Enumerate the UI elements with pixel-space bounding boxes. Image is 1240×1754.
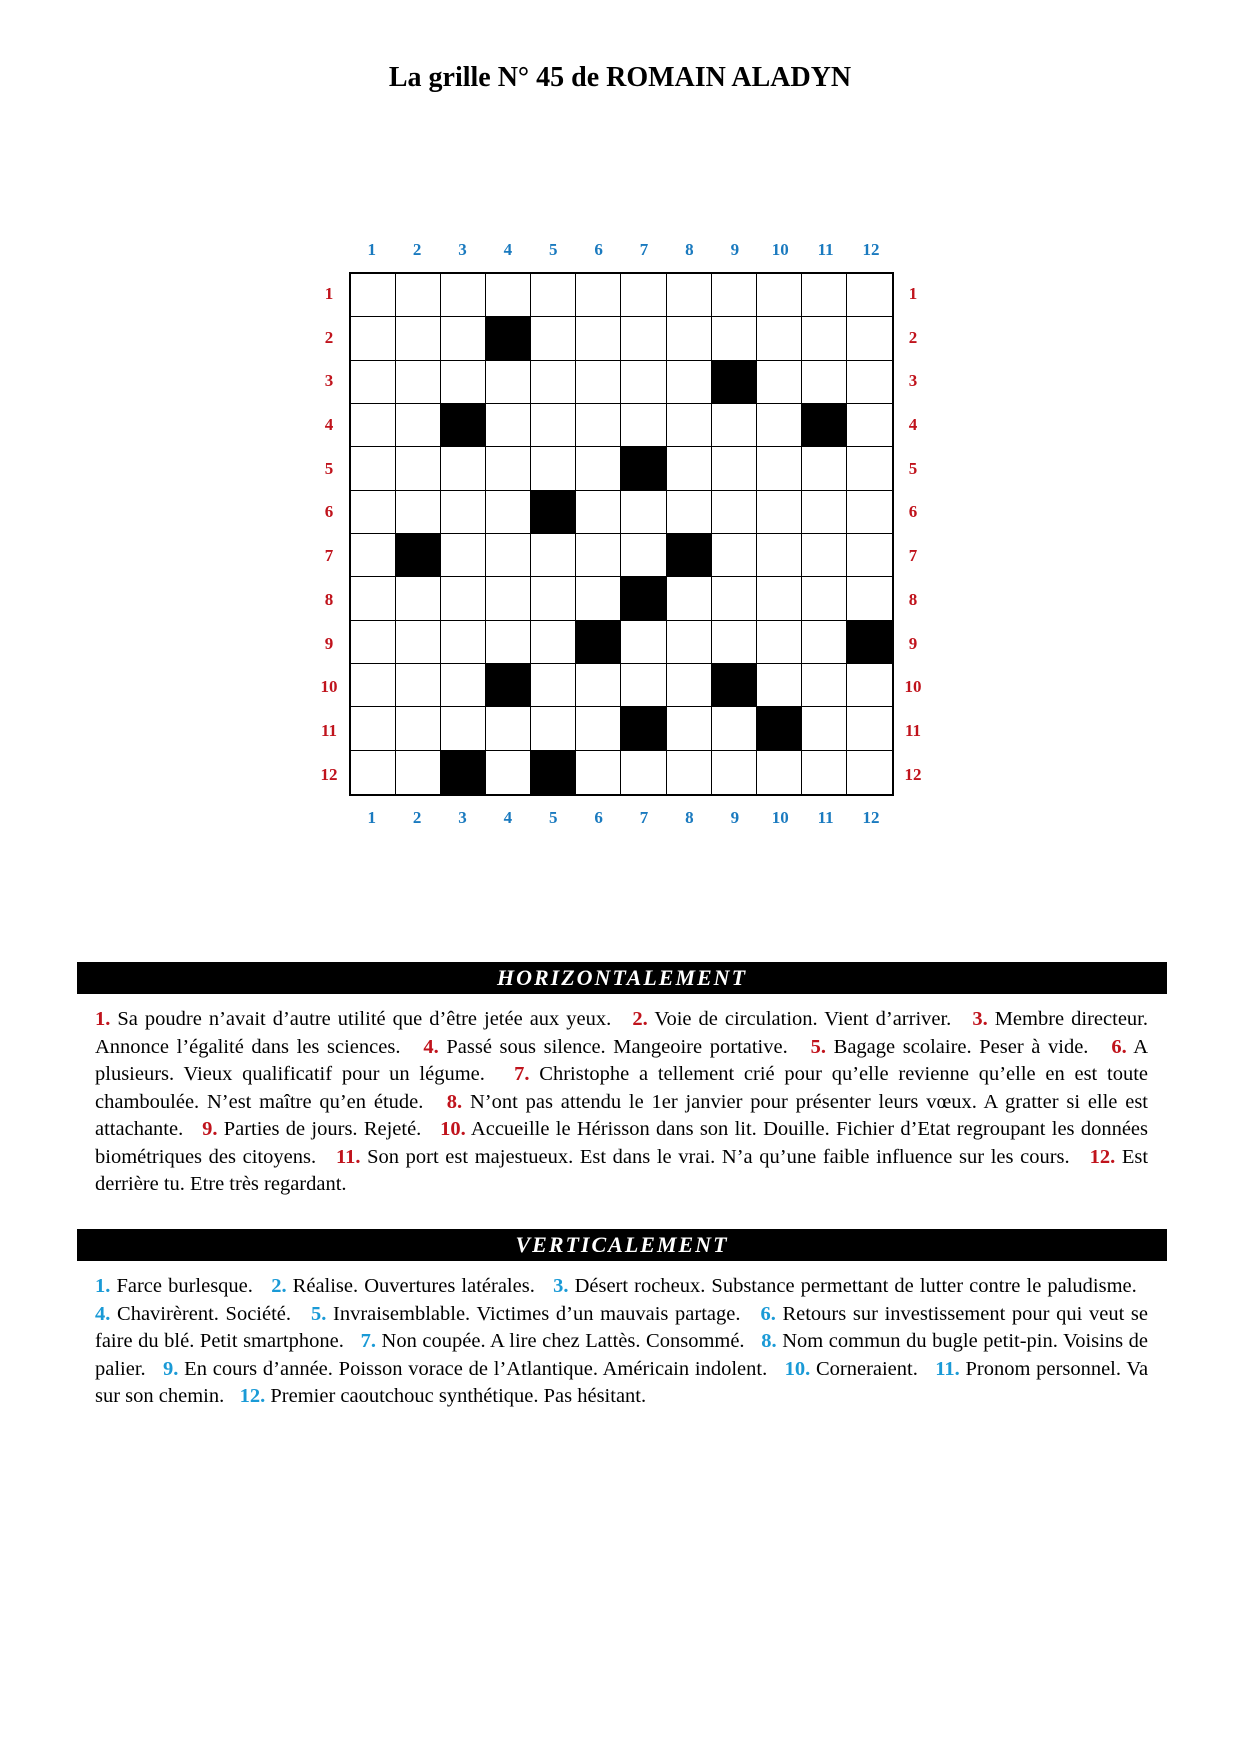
grid-cell[interactable] xyxy=(351,577,396,620)
clue-text: A plusieurs. Vieux qualificatif pour un légume. xyxy=(95,1035,1149,1085)
clue-number: 4. xyxy=(95,1302,111,1325)
clue-number: 5. xyxy=(310,1302,327,1325)
clue-text: Parties de jours. Rejeté. xyxy=(217,1118,422,1140)
clue-number: 12. xyxy=(239,1385,266,1407)
clue-number: 9. xyxy=(202,1118,218,1140)
grid-cell[interactable] xyxy=(802,317,847,360)
grid-cell[interactable] xyxy=(441,577,486,620)
vertical-clue-10 xyxy=(785,1358,918,1380)
grid-cell[interactable] xyxy=(441,664,486,707)
grid-cell[interactable] xyxy=(712,534,757,577)
vertical-clue-1 xyxy=(95,1275,253,1297)
grid-cell[interactable] xyxy=(802,751,847,794)
grid-cell[interactable] xyxy=(712,707,757,750)
vertical-clue-5 xyxy=(311,1303,741,1325)
column-number-12: 12 xyxy=(862,808,880,827)
black-cell xyxy=(712,361,757,404)
grid-cell[interactable] xyxy=(531,447,576,490)
vertical-clues xyxy=(95,1273,1148,1411)
clue-number: 1. xyxy=(95,1008,111,1030)
row-number-6: 6 xyxy=(908,502,918,522)
black-cell xyxy=(396,534,441,577)
clue-text: Désert rocheux. Substance permettant de lutter contre le paludisme. xyxy=(568,1275,1137,1297)
clue-number: 8. xyxy=(446,1090,463,1113)
grid-cell[interactable] xyxy=(396,447,441,490)
clue-text: Sa poudre n’avait d’autre utilité que d’être jetée aux yeux. xyxy=(110,1008,612,1030)
column-number-11: 11 xyxy=(817,808,834,827)
clue-text: Réalise. Ouvertures latérales. xyxy=(286,1275,535,1297)
grid-cell[interactable] xyxy=(757,621,802,664)
grid-cell[interactable] xyxy=(396,577,441,620)
horizontal-clue-5 xyxy=(811,1036,1089,1058)
black-cell xyxy=(621,447,666,490)
row-number-9: 9 xyxy=(908,633,918,653)
horizontal-heading: HORIZONTALEMENT xyxy=(77,962,1167,994)
grid-cell[interactable] xyxy=(757,577,802,620)
clue-text: Son port est majestueux. Est dans le vrai. N’a qu’une faible influence sur les cours. xyxy=(360,1145,1070,1168)
grid-cell[interactable] xyxy=(667,317,712,360)
vertical-heading: VERTICALEMENT xyxy=(77,1229,1167,1261)
grid-cell[interactable] xyxy=(621,751,666,794)
grid-cell[interactable] xyxy=(396,707,441,750)
grid-cell[interactable] xyxy=(712,621,757,664)
column-number-5: 5 xyxy=(549,240,558,259)
row-number-7: 7 xyxy=(908,546,918,566)
horizontal-clues xyxy=(95,1006,1148,1199)
clue-text: Bagage scolaire. Peser à vide. xyxy=(826,1035,1089,1058)
grid-cell[interactable] xyxy=(576,707,621,750)
grid-cell[interactable] xyxy=(486,491,531,534)
grid-cell[interactable] xyxy=(802,664,847,707)
grid-cell[interactable] xyxy=(576,404,621,447)
clue-text: Est derrière tu. Etre très regardant. xyxy=(95,1145,1149,1195)
clue-text: Membre directeur. Annonce l’égalité dans les sciences. xyxy=(95,1008,1148,1058)
grid-cell[interactable] xyxy=(621,534,666,577)
grid-cell[interactable] xyxy=(351,621,396,664)
grid-cell[interactable] xyxy=(621,404,666,447)
grid-cell[interactable] xyxy=(847,361,892,404)
grid-cell[interactable] xyxy=(531,707,576,750)
column-number-3: 3 xyxy=(458,808,467,827)
vertical-clue-3 xyxy=(553,1275,1137,1297)
grid-cell[interactable] xyxy=(396,621,441,664)
grid-cell[interactable] xyxy=(667,274,712,317)
grid-cell[interactable] xyxy=(531,577,576,620)
column-number-9: 9 xyxy=(730,808,740,827)
grid-cell[interactable] xyxy=(712,447,757,490)
black-cell xyxy=(486,317,531,360)
grid-cell[interactable] xyxy=(486,274,531,317)
row-number-5: 5 xyxy=(908,458,918,478)
row-number-1: 1 xyxy=(324,284,334,303)
row-number-2: 2 xyxy=(324,327,334,347)
clue-text: Premier caoutchouc synthétique. Pas hésitant. xyxy=(265,1385,647,1407)
row-number-10: 10 xyxy=(904,677,922,697)
clue-number: 4. xyxy=(423,1035,439,1058)
column-number-5: 5 xyxy=(549,808,558,827)
grid-cell[interactable] xyxy=(802,534,847,577)
black-cell xyxy=(576,621,621,664)
grid-cell[interactable] xyxy=(757,491,802,534)
grid-cell[interactable] xyxy=(531,361,576,404)
column-number-12: 12 xyxy=(862,240,880,259)
clue-number: 8. xyxy=(761,1330,777,1352)
grid-cell[interactable] xyxy=(847,274,892,317)
clue-number: 3. xyxy=(553,1275,569,1297)
horizontal-clue-4 xyxy=(423,1036,787,1058)
grid-cell[interactable] xyxy=(531,274,576,317)
clue-text: Retours sur investissement pour qui veut se faire du blé. Petit smartphone. xyxy=(95,1302,1149,1352)
black-cell xyxy=(757,707,802,750)
vertical-clue-12 xyxy=(240,1385,647,1407)
grid-cell[interactable] xyxy=(576,751,621,794)
grid-cell[interactable] xyxy=(667,621,712,664)
grid-cell[interactable] xyxy=(667,491,712,534)
grid-cell[interactable] xyxy=(576,274,621,317)
grid-cell[interactable] xyxy=(351,404,396,447)
grid-cell[interactable] xyxy=(757,274,802,317)
grid-cell[interactable] xyxy=(621,491,666,534)
grid-cell[interactable] xyxy=(757,447,802,490)
grid-cell[interactable] xyxy=(486,361,531,404)
clue-text: Voie de circulation. Vient d’arriver. xyxy=(647,1008,952,1030)
row-number-3: 3 xyxy=(324,371,334,391)
grid-cell[interactable] xyxy=(531,664,576,707)
clue-number: 5. xyxy=(810,1035,827,1058)
clue-text: Invraisemblable. Victimes d’un mauvais partage. xyxy=(326,1302,741,1325)
clue-number: 7. xyxy=(514,1063,530,1085)
clue-number: 7. xyxy=(360,1330,376,1352)
column-number-1: 1 xyxy=(367,808,376,827)
clue-text: Accueille le Hérisson dans son lit. Douille. Fichier d’Etat regroupant les données biométriques des citoyens. xyxy=(95,1118,1148,1168)
grid-cell[interactable] xyxy=(847,534,892,577)
grid-cell[interactable] xyxy=(396,361,441,404)
vertical-clue-4 xyxy=(95,1303,291,1325)
grid-cell[interactable] xyxy=(757,751,802,794)
grid-cell[interactable] xyxy=(621,274,666,317)
column-number-2: 2 xyxy=(412,808,422,827)
column-number-1: 1 xyxy=(367,240,376,259)
row-number-1: 1 xyxy=(908,284,918,303)
grid-cell[interactable] xyxy=(531,317,576,360)
grid-cell[interactable] xyxy=(802,577,847,620)
column-number-7: 7 xyxy=(639,240,649,259)
vertical-clue-7 xyxy=(361,1330,745,1352)
column-number-7: 7 xyxy=(639,808,649,827)
vertical-clue-9 xyxy=(163,1358,767,1380)
grid-cell[interactable] xyxy=(667,404,712,447)
grid-cell[interactable] xyxy=(621,621,666,664)
grid-cell[interactable] xyxy=(486,534,531,577)
grid-cell[interactable] xyxy=(351,361,396,404)
clue-number: 10. xyxy=(440,1118,466,1140)
grid-cell[interactable] xyxy=(802,707,847,750)
row-number-12: 12 xyxy=(320,764,338,784)
clue-number: 9. xyxy=(163,1357,179,1380)
clue-number: 6. xyxy=(760,1302,776,1325)
clue-text: Passé sous silence. Mangeoire portative. xyxy=(438,1035,788,1058)
grid-cell[interactable] xyxy=(847,491,892,534)
grid-cell[interactable] xyxy=(576,447,621,490)
grid-cell[interactable] xyxy=(802,491,847,534)
black-cell xyxy=(847,621,892,664)
column-number-3: 3 xyxy=(458,240,467,259)
clue-number: 11. xyxy=(935,1357,960,1380)
grid-cell[interactable] xyxy=(712,751,757,794)
row-number-9: 9 xyxy=(324,633,334,653)
black-cell xyxy=(712,664,757,707)
column-number-8: 8 xyxy=(685,808,694,827)
grid-cell[interactable] xyxy=(486,751,531,794)
black-cell xyxy=(667,534,712,577)
clue-number: 6. xyxy=(1111,1035,1127,1058)
row-numbers-left xyxy=(309,272,349,796)
clue-text: Farce burlesque. xyxy=(110,1275,253,1297)
column-number-4: 4 xyxy=(503,240,513,259)
grid-cell[interactable] xyxy=(712,491,757,534)
grid-cell[interactable] xyxy=(531,534,576,577)
grid-cell[interactable] xyxy=(621,361,666,404)
grid-cell[interactable] xyxy=(667,707,712,750)
grid-cell[interactable] xyxy=(396,404,441,447)
grid-cell[interactable] xyxy=(621,664,666,707)
grid-cell[interactable] xyxy=(351,751,396,794)
grid-cell[interactable] xyxy=(712,317,757,360)
grid-cell[interactable] xyxy=(576,317,621,360)
column-numbers-bottom xyxy=(349,808,894,828)
grid-cell[interactable] xyxy=(712,404,757,447)
clue-text: Chavirèrent. Société. xyxy=(110,1302,292,1325)
column-number-8: 8 xyxy=(685,240,694,259)
clue-number: 2. xyxy=(271,1275,287,1297)
row-number-8: 8 xyxy=(908,589,918,609)
clue-text: En cours d’année. Poisson vorace de l’Atlantique. Américain indolent. xyxy=(178,1357,768,1380)
grid-cell[interactable] xyxy=(351,317,396,360)
black-cell xyxy=(531,491,576,534)
clue-text: Non coupée. A lire chez Lattès. Consommé. xyxy=(375,1330,745,1352)
grid-cell[interactable] xyxy=(441,447,486,490)
column-number-9: 9 xyxy=(730,240,740,259)
row-number-4: 4 xyxy=(324,415,334,435)
row-number-5: 5 xyxy=(324,458,334,478)
column-number-6: 6 xyxy=(594,240,603,259)
grid-cell[interactable] xyxy=(802,274,847,317)
grid-cell[interactable] xyxy=(576,664,621,707)
grid-cell[interactable] xyxy=(486,621,531,664)
row-number-11: 11 xyxy=(320,720,338,740)
grid-cell[interactable] xyxy=(351,491,396,534)
grid-cell[interactable] xyxy=(667,447,712,490)
row-number-7: 7 xyxy=(324,546,334,566)
grid-cell[interactable] xyxy=(757,664,802,707)
grid-cell[interactable] xyxy=(396,274,441,317)
grid-cell[interactable] xyxy=(802,447,847,490)
grid-cell[interactable] xyxy=(351,274,396,317)
grid-cell[interactable] xyxy=(441,317,486,360)
clue-text: Pronom personnel. Va sur son chemin. xyxy=(95,1357,1149,1407)
black-cell xyxy=(531,751,576,794)
clue-number: 11. xyxy=(335,1145,361,1168)
clue-number: 1. xyxy=(95,1275,111,1297)
horizontal-clue-2 xyxy=(632,1008,951,1030)
grid-cell[interactable] xyxy=(396,751,441,794)
grid-cell[interactable] xyxy=(441,274,486,317)
black-cell xyxy=(441,404,486,447)
grid-cell[interactable] xyxy=(576,534,621,577)
grid-cell[interactable] xyxy=(712,577,757,620)
grid-cell[interactable] xyxy=(576,577,621,620)
column-number-4: 4 xyxy=(503,808,513,827)
grid-cell[interactable] xyxy=(667,577,712,620)
grid-cell[interactable] xyxy=(441,621,486,664)
horizontal-clue-11 xyxy=(336,1146,1070,1168)
grid-cell[interactable] xyxy=(847,664,892,707)
clue-text: Christophe a tellement crié pour qu’elle revienne qu’elle en est toute chamboulée. N’est maître qu’en étude. xyxy=(95,1063,1148,1113)
black-cell xyxy=(802,404,847,447)
grid-cell[interactable] xyxy=(667,361,712,404)
grid-cell[interactable] xyxy=(847,751,892,794)
grid-cell[interactable] xyxy=(847,707,892,750)
grid-cell[interactable] xyxy=(757,534,802,577)
grid-cell[interactable] xyxy=(802,621,847,664)
column-number-2: 2 xyxy=(412,240,422,259)
column-numbers-top xyxy=(349,240,894,260)
grid-cell[interactable] xyxy=(441,491,486,534)
column-number-10: 10 xyxy=(771,240,789,259)
page-title: La grille N° 45 de ROMAIN ALADYN xyxy=(388,62,852,93)
grid-cell[interactable] xyxy=(351,447,396,490)
grid-cell[interactable] xyxy=(847,577,892,620)
clue-number: 3. xyxy=(972,1008,988,1030)
column-number-6: 6 xyxy=(594,808,603,827)
grid-cell[interactable] xyxy=(621,317,666,360)
grid-cell[interactable] xyxy=(396,664,441,707)
grid-cell[interactable] xyxy=(531,404,576,447)
black-cell xyxy=(441,751,486,794)
grid-cell[interactable] xyxy=(757,404,802,447)
column-number-11: 11 xyxy=(817,240,834,259)
grid-cell[interactable] xyxy=(531,621,576,664)
grid-cell[interactable] xyxy=(667,664,712,707)
grid-cell[interactable] xyxy=(351,534,396,577)
grid-cell[interactable] xyxy=(667,751,712,794)
row-number-2: 2 xyxy=(908,327,918,347)
grid-cell[interactable] xyxy=(576,491,621,534)
grid-cell[interactable] xyxy=(351,664,396,707)
grid-cell[interactable] xyxy=(486,577,531,620)
row-number-4: 4 xyxy=(908,415,918,435)
clue-text: N’ont pas attendu le 1er janvier pour présenter leurs vœux. A gratter si elle est attachante. xyxy=(95,1090,1148,1140)
row-number-12: 12 xyxy=(904,764,922,784)
grid-cell[interactable] xyxy=(486,447,531,490)
grid-cell[interactable] xyxy=(486,707,531,750)
grid-cell[interactable] xyxy=(441,534,486,577)
grid-cell[interactable] xyxy=(351,707,396,750)
horizontal-clue-1 xyxy=(95,1008,611,1030)
row-number-10: 10 xyxy=(320,677,338,697)
grid-cell[interactable] xyxy=(757,317,802,360)
grid-cell[interactable] xyxy=(396,491,441,534)
black-cell xyxy=(621,707,666,750)
grid-cell[interactable] xyxy=(847,447,892,490)
clue-number: 10. xyxy=(784,1357,811,1380)
black-cell xyxy=(486,664,531,707)
row-number-6: 6 xyxy=(324,502,334,522)
clue-number: 12. xyxy=(1089,1145,1116,1168)
grid-cell[interactable] xyxy=(802,361,847,404)
clue-text: Corneraient. xyxy=(810,1357,918,1380)
grid-cell[interactable] xyxy=(847,317,892,360)
grid-cell[interactable] xyxy=(757,361,802,404)
column-number-10: 10 xyxy=(771,808,789,827)
grid-cell[interactable] xyxy=(712,274,757,317)
clue-text: Nom commun du bugle petit-pin. Voisins de palier. xyxy=(95,1330,1149,1380)
black-cell xyxy=(621,577,666,620)
row-numbers-right xyxy=(893,272,933,796)
row-number-11: 11 xyxy=(904,720,922,740)
grid-cell[interactable] xyxy=(441,707,486,750)
grid-cell[interactable] xyxy=(441,361,486,404)
vertical-clue-2 xyxy=(271,1275,535,1297)
crossword-grid xyxy=(349,272,894,796)
row-number-8: 8 xyxy=(324,589,334,609)
grid-cell[interactable] xyxy=(396,317,441,360)
horizontal-clue-9 xyxy=(202,1118,421,1140)
grid-cell[interactable] xyxy=(576,361,621,404)
grid-cell[interactable] xyxy=(486,404,531,447)
row-number-3: 3 xyxy=(908,371,918,391)
clue-number: 2. xyxy=(632,1008,648,1030)
grid-cell[interactable] xyxy=(847,404,892,447)
